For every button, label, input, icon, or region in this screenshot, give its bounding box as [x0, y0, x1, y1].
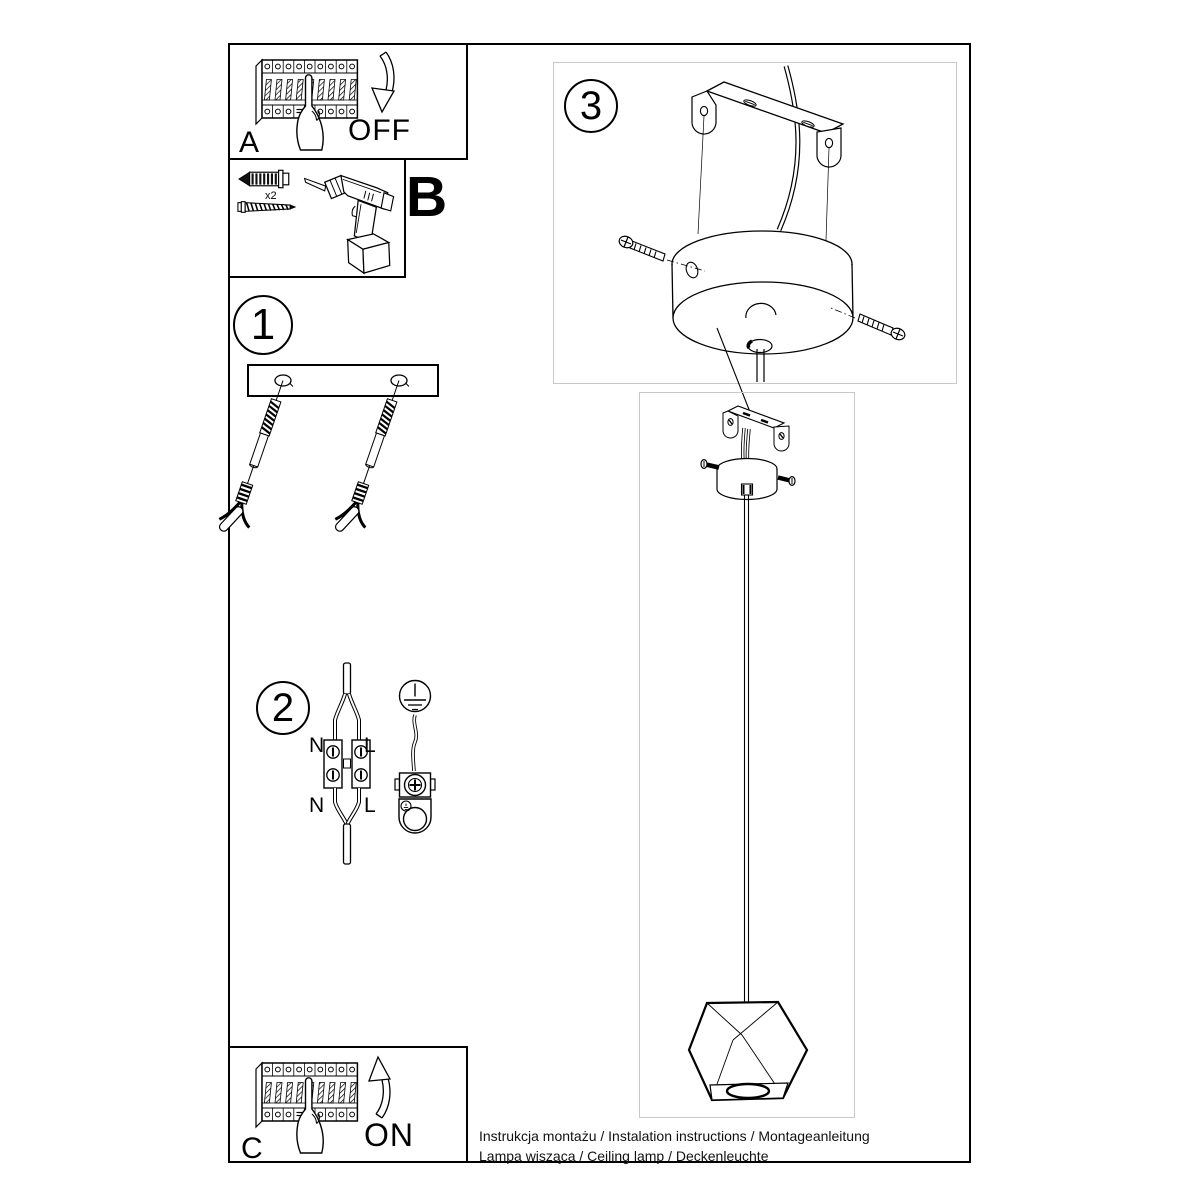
power-drill-icon [300, 166, 402, 276]
mounting-strip-anchors-icon [240, 360, 490, 552]
step-2-number: 2 [271, 685, 295, 730]
earth-ground-icon [389, 678, 441, 850]
footer-captions [479, 1127, 870, 1166]
breaker-panel-on-icon [246, 1053, 366, 1167]
step-1-badge [233, 295, 293, 355]
power-on-label: ON [364, 1117, 414, 1153]
neutral-label-bottom: N [309, 794, 325, 817]
wall-anchor-plug-icon [238, 166, 296, 192]
live-label-bottom: L [364, 794, 376, 817]
step-a-label: A [239, 126, 260, 159]
anchor-quantity-label: x2 [265, 190, 277, 202]
mounting-screw-icon [236, 198, 296, 216]
step-c-label: C [241, 1132, 263, 1165]
footer-line-2: Lampa wisząca / Ceiling lamp / Deckenleuchte [479, 1147, 769, 1164]
tools-box-label: B [406, 165, 448, 229]
footer-line-1: Instrukcja montażu / Instalation instructions / Montageanleitung [479, 1128, 870, 1144]
terminal-block-wiring-icon [297, 662, 403, 867]
breaker-panel-off-icon [246, 50, 366, 164]
step-3-number: 3 [579, 83, 603, 128]
live-label-top: L [364, 734, 376, 757]
pendant-lamp-icon [640, 394, 854, 1120]
power-off-label: OFF [348, 114, 411, 147]
neutral-label-top: N [309, 734, 325, 757]
step-1-number: 1 [250, 300, 276, 349]
arrow-down-icon [366, 50, 402, 114]
arrow-up-icon [366, 1054, 402, 1120]
